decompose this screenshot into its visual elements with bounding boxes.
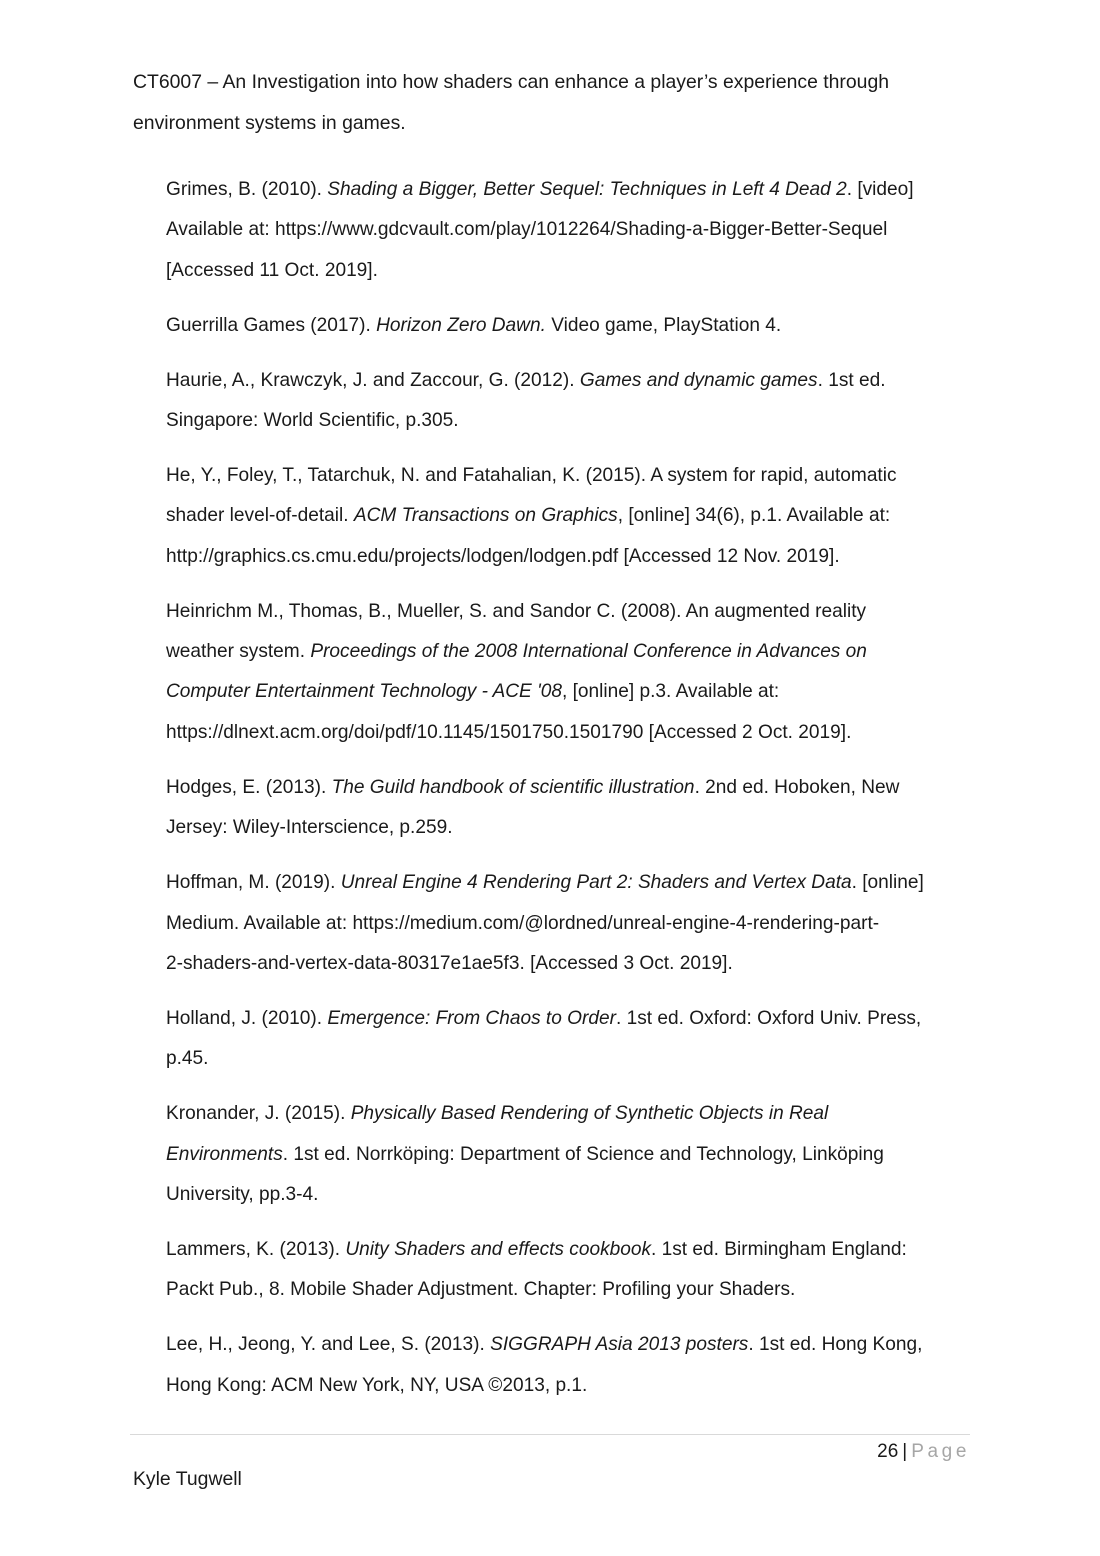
page-number-value: 26 [877, 1441, 899, 1462]
reference-title-text: Games and dynamic games [579, 369, 818, 391]
reference-line [166, 1270, 981, 1310]
reference-entry [166, 863, 981, 984]
reference-title-text: Unreal Engine 4 Rendering Part 2: Shaders and Vertex Data [340, 872, 852, 894]
reference-text: . [video] [846, 179, 914, 200]
reference-line [166, 672, 981, 712]
reference-line [166, 251, 981, 291]
reference-title-text: SIGGRAPH Asia 2013 posters [490, 1334, 749, 1356]
reference-line [166, 1230, 981, 1270]
header-line-1: CT6007 – An Investigation into how shaders can enhance a player’s experience through [133, 71, 890, 93]
reference-text: Available at: https://www.gdcvault.com/play/1012264/Shading-a-Bigger-Better-Sequel [166, 219, 888, 241]
reference-text: Grimes, B. (2010). [166, 179, 328, 200]
reference-line [166, 361, 981, 401]
reference-entry [166, 170, 981, 291]
reference-text: shader level-of-detail. [166, 505, 354, 527]
reference-title-text: The Guild handbook of scientific illustration [331, 776, 695, 798]
reference-entry [166, 1094, 981, 1215]
reference-line [166, 1039, 981, 1079]
reference-line [166, 944, 981, 984]
reference-text: Singapore: World Scientific, p.305. [166, 410, 459, 432]
reference-entry [166, 456, 981, 577]
reference-line [166, 1135, 981, 1175]
reference-entry [166, 1325, 981, 1406]
reference-line [166, 1325, 981, 1365]
footer-author: Kyle Tugwell [133, 1468, 242, 1490]
reference-text: Kronander, J. (2015). [166, 1103, 351, 1125]
reference-text: http://graphics.cs.cmu.edu/projects/lodgen/lodgen.pdf [Accessed 12 Nov. 2019]. [166, 545, 840, 567]
reference-line [166, 768, 981, 808]
reference-text: University, pp.3-4. [166, 1183, 319, 1205]
reference-text: . 1st ed. [817, 369, 886, 391]
reference-text: Guerrilla Games (2017). [166, 314, 377, 336]
page-number-separator: | [902, 1441, 908, 1462]
footer-divider [130, 1434, 970, 1435]
reference-text: Hoffman, M. (2019). [166, 872, 341, 894]
page-label: Page [911, 1441, 970, 1462]
reference-text: Hodges, E. (2013). [166, 776, 332, 798]
reference-line [166, 496, 981, 536]
reference-line [166, 592, 981, 632]
reference-text: . 1st ed. Birmingham England: [651, 1238, 907, 1260]
header-line-2: environment systems in games. [133, 111, 406, 134]
reference-line [166, 999, 981, 1039]
reference-text: . 1st ed. Oxford: Oxford Univ. Press, [615, 1007, 922, 1029]
reference-text: . 1st ed. Hong Kong, [748, 1334, 923, 1356]
reference-text: Hong Kong: ACM New York, NY, USA ©2013, p.1. [166, 1374, 588, 1396]
reference-text: [Accessed 11 Oct. 2019]. [166, 259, 378, 281]
reference-entry [166, 361, 981, 442]
reference-text: Holland, J. (2010). [166, 1007, 328, 1029]
reference-line [166, 306, 981, 346]
reference-text: . 2nd ed. Hoboken, New [694, 776, 900, 798]
reference-text: Lammers, K. (2013). [166, 1238, 346, 1260]
reference-title-text: Computer Entertainment Technology - ACE '08 [166, 681, 562, 703]
reference-line [166, 632, 981, 672]
reference-text: https://dlnext.acm.org/doi/pdf/10.1145/1501750.1501790 [Accessed 2 Oct. 2019]. [166, 721, 852, 743]
reference-title-text: ACM Transactions on Graphics [353, 505, 618, 527]
reference-line [166, 210, 981, 250]
reference-title-text: Horizon Zero Dawn. [376, 314, 546, 336]
reference-line [166, 401, 981, 441]
reference-text: Heinrichm M., Thomas, B., Mueller, S. and Sandor C. (2008). An augmented reality [166, 600, 867, 622]
reference-line [166, 456, 981, 496]
reference-title-text: Physically Based Rendering of Synthetic Objects in Real [350, 1103, 829, 1125]
reference-list [166, 170, 981, 1420]
page-number [877, 1440, 970, 1464]
reference-text: , [online] p.3. Available at: [561, 681, 780, 703]
reference-text: weather system. [166, 641, 311, 663]
reference-line [166, 863, 981, 903]
reference-title-text: Shading a Bigger, Better Sequel: Techniques in Left 4 Dead 2 [327, 179, 847, 200]
reference-line [166, 1366, 981, 1406]
reference-line [166, 713, 981, 753]
reference-line [166, 170, 981, 210]
reference-text: Lee, H., Jeong, Y. and Lee, S. (2013). [166, 1334, 491, 1356]
reference-title-text: Emergence: From Chaos to Order [327, 1007, 616, 1029]
reference-entry [166, 1230, 981, 1311]
reference-line [166, 904, 981, 944]
reference-text: Medium. Available at: https://medium.com/@lordned/unreal-engine-4-rendering-part- [166, 912, 880, 934]
reference-text: . [online] [851, 872, 924, 894]
reference-entry [166, 768, 981, 849]
reference-text: . 1st ed. Norrköping: Department of Science and Technology, Linköping [282, 1143, 884, 1165]
reference-text: p.45. [166, 1048, 209, 1070]
reference-text: Video game, PlayStation 4. [545, 314, 782, 336]
reference-title-text: Unity Shaders and effects cookbook [345, 1238, 652, 1260]
reference-text: Packt Pub., 8. Mobile Shader Adjustment. Chapter: Profiling your Shaders. [166, 1279, 796, 1301]
reference-entry [166, 306, 981, 346]
reference-line [166, 808, 981, 848]
reference-line [166, 1094, 981, 1134]
reference-text: Haurie, A., Krawczyk, J. and Zaccour, G. (2012). [166, 369, 580, 391]
reference-line [166, 1175, 981, 1215]
running-header [133, 62, 983, 143]
reference-text: Jersey: Wiley-Interscience, p.259. [166, 817, 453, 839]
reference-title-text: Proceedings of the 2008 International Conference in Advances on [310, 641, 867, 663]
reference-text: , [online] 34(6), p.1. Available at: [617, 505, 891, 527]
reference-text: 2-shaders-and-vertex-data-80317e1ae5f3. [Accessed 3 Oct. 2019]. [166, 952, 733, 974]
reference-entry [166, 592, 981, 754]
reference-entry [166, 999, 981, 1080]
reference-line [166, 537, 981, 577]
reference-text: He, Y., Foley, T., Tatarchuk, N. and Fatahalian, K. (2015). A system for rapid, automatic [166, 464, 897, 486]
reference-title-text: Environments [166, 1143, 283, 1165]
